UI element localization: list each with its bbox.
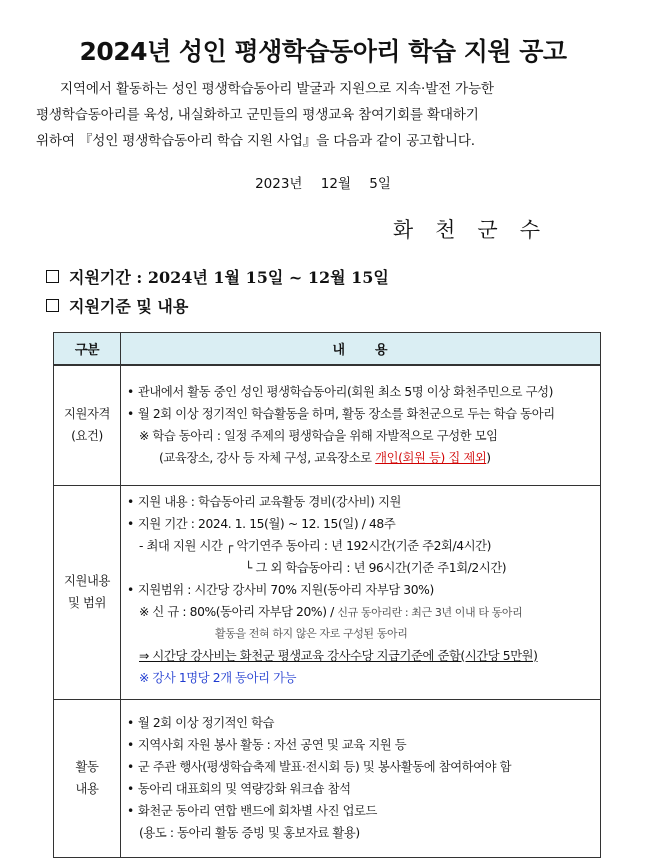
sub-item: └ 그 외 학습동아리 : 년 96시간(기준 주1회/2시간) — [245, 560, 507, 575]
intro-line: 평생학습동아리를 육성, 내실화하고 군민들의 평생교육 참여기회를 확대하기 — [36, 107, 479, 123]
section-period-text: 지원기간 : 2024년 1월 15일 ~ 12월 15일 — [69, 268, 389, 287]
square-bullet-icon — [46, 270, 59, 283]
content-cell — [121, 699, 601, 857]
sub-item: - 최대 지원 시간 ┌ 악기연주 동아리 : 년 192시간(기준 주2회/4시간) — [139, 538, 492, 553]
list-item: • 지역사회 자원 봉사 활동 : 자선 공연 및 교육 지원 등 — [127, 734, 600, 756]
header-category: 구분 — [54, 333, 121, 366]
note-text: ※ 신 규 : 80%(동아리 자부담 20%) / — [139, 604, 338, 619]
content-cell — [121, 485, 601, 699]
excluded-place-text: 개인(회원 등) 집 제외 — [375, 451, 487, 466]
list-item: • 동아리 대표회의 및 역량강화 워크숍 참석 — [127, 778, 600, 800]
intro-paragraph — [36, 76, 610, 154]
note-item — [127, 601, 600, 623]
category-label: 및 범위 — [68, 596, 106, 610]
note-small-text: 신규 동아리란 : 최근 3년 이내 타 동아리 — [337, 605, 523, 619]
category-cell — [54, 365, 121, 485]
square-bullet-icon — [46, 299, 59, 312]
list-item: • 월 2회 이상 정기적인 학습 — [127, 712, 600, 734]
list-item: • 군 주관 행사(평생학습축제 발표·전시회 등) 및 봉사활동에 참여하여야 함 — [127, 756, 600, 778]
intro-line: 위하여 『성인 평생학습동아리 학습 지원 사업』을 다음과 같이 공고합니다. — [36, 133, 475, 149]
category-label: 지원내용 — [64, 574, 110, 588]
table-row-eligibility — [54, 365, 601, 485]
note-small-text: 활동을 전혀 하지 않은 자로 구성된 동아리 — [215, 626, 408, 640]
note-item: ※ 학습 동아리 : 일정 주제의 평생학습을 위해 자발적으로 구성한 모임 — [139, 429, 498, 444]
note-text: ) — [486, 451, 491, 466]
table-row-activity — [54, 699, 601, 857]
category-cell — [54, 699, 121, 857]
fee-standard-text: ⇒ 시간당 강사비는 화천군 평생교육 강사수당 지급기준에 준함(시간당 5만원) — [139, 648, 538, 663]
content-cell — [121, 365, 601, 485]
table-header-row — [54, 333, 601, 366]
header-content: 내용 — [121, 333, 601, 366]
section-period — [46, 265, 389, 288]
note-detail — [127, 447, 600, 469]
list-item: • 화천군 동아리 연합 밴드에 회차별 사진 업로드 — [127, 800, 600, 822]
section-criteria — [46, 294, 188, 317]
section-criteria-text: 지원기준 및 내용 — [69, 297, 189, 316]
announcement-date: 2023년 12월 5일 — [255, 176, 391, 192]
criteria-table — [53, 332, 601, 858]
note-item: ※ 강사 1명당 2개 동아리 가능 — [139, 670, 297, 685]
category-label: 지원자격 — [64, 407, 110, 422]
note-item: (용도 : 동아리 활동 증빙 및 홍보자료 활용) — [139, 826, 360, 840]
category-cell — [54, 485, 121, 699]
table-row-support — [54, 485, 601, 699]
category-label: (요건) — [71, 429, 103, 444]
issuer-signature: 화천군수 — [392, 218, 562, 242]
note-text: (교육장소, 강사 등 자체 구성, 교육장소로 — [159, 451, 376, 466]
list-item: • 월 2회 이상 정기적인 학습활동을 하며, 활동 장소를 화천군으로 두는 학습 동아리 — [127, 403, 600, 425]
list-item: • 지원 기간 : 2024. 1. 15(월) ~ 12. 15(일) / 48주 — [127, 513, 600, 535]
list-item: • 관내에서 활동 중인 성인 평생학습동아리(회원 최소 5명 이상 화천주민으로 구성) — [127, 381, 600, 403]
list-item: • 지원 내용 : 학습동아리 교육활동 경비(강사비) 지원 — [127, 491, 600, 513]
page-title: 2024년 성인 평생학습동아리 학습 지원 공고 — [79, 37, 567, 66]
note-item — [127, 645, 600, 667]
list-item: • 지원범위 : 시간당 강사비 70% 지원(동아리 자부담 30%) — [127, 579, 600, 601]
category-label: 내용 — [75, 782, 99, 796]
intro-line: 지역에서 활동하는 성인 평생학습동아리 발굴과 지원으로 지속·발전 가능한 — [60, 81, 494, 97]
category-label: 활동 — [75, 760, 99, 774]
